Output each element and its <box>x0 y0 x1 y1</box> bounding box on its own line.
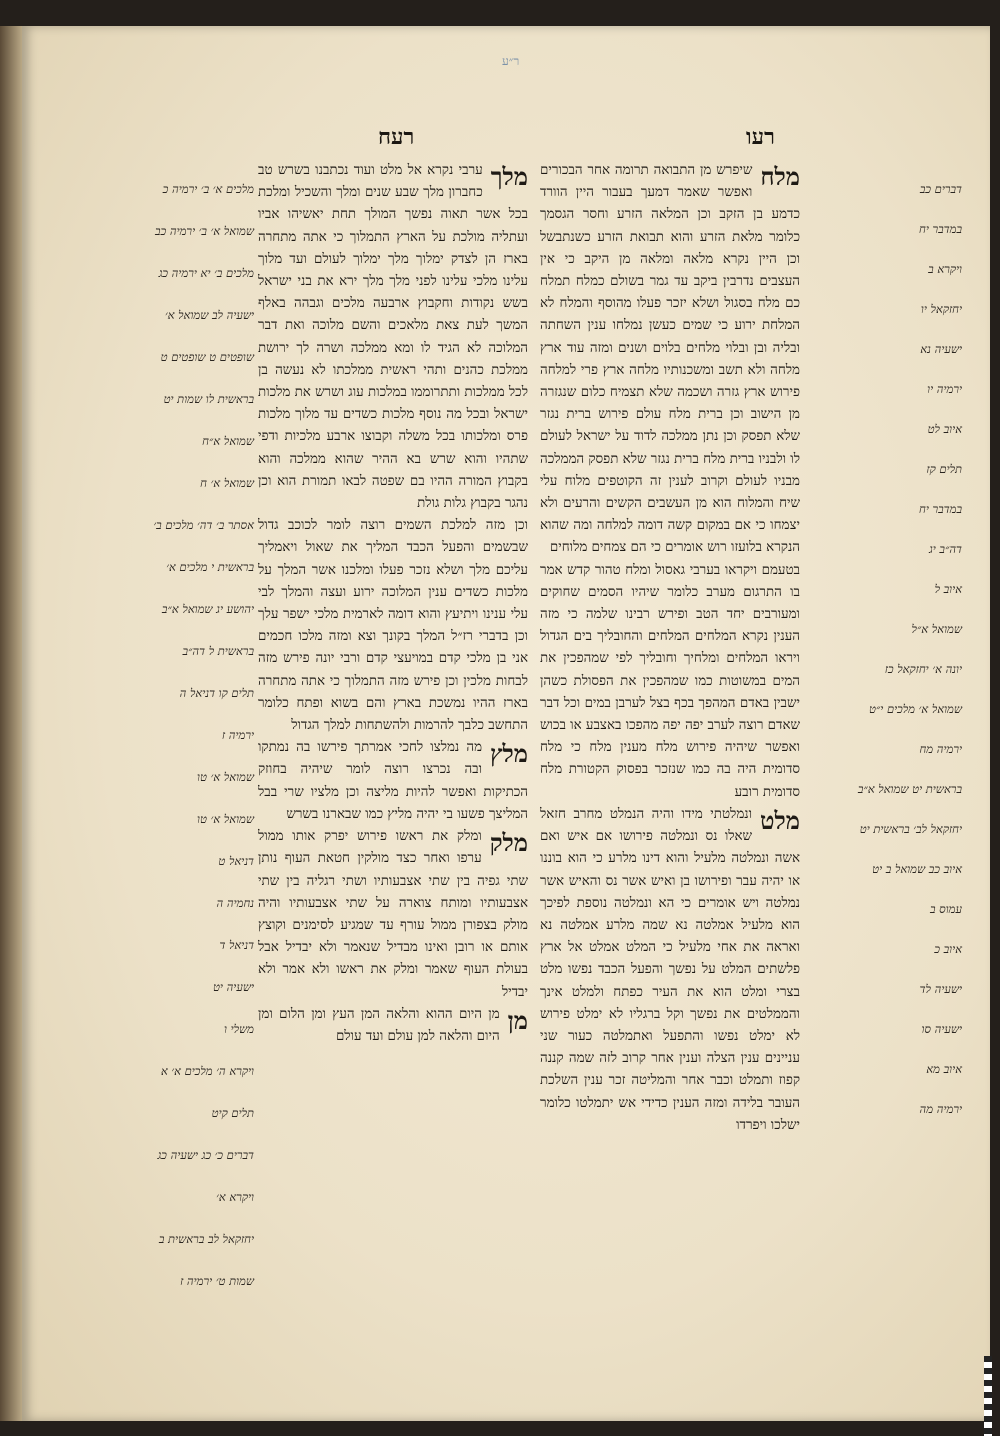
entry-text: בטעמם ויקראו בערבי גאסול ומלח טהור קדש אמר בו התרגום מערב כלומר שיהיו הסמים שחוקים ומעורבים יחד הטב ופירש רבינו שלמה כי מזה הענין נקרא המלחים המלחים והחובליך בים הגדול ויראו המלחים ומלחיך וחובליך לפי שמהפכין את המים במשוטות כמו שמהפכין את הפסולת כשהן ישבין באדם המהפך בכף בצל לערבן במים וכל דבר שאדם רוצה לערב יפה יפה מהפכו באצבע או בכוש ואפשר שיהיה פירוש מלח מענין מלח כי מלח סדומית היה בה כמו שנזכר בפסוק הקטורת מלח סדומית רובע <box>540 562 800 800</box>
margin-reference: עמוס ב <box>929 902 962 916</box>
margin-reference: בראשית לו שמות יט <box>163 392 254 406</box>
book-page <box>22 26 990 1421</box>
entry-text: שיפרש מן התבואה תרומה אחר הבכורים ואפשר שאמר דמעך בעבור היין הוורד כדמע בן הזקב וכן המלאה הזרע וחסר הגסמך כלומר מלאת הזרע והוא תבואת הזרע כשנתבשל וכן היין נקרא מלאה ומלאה מן היקב כי אין העצבים נדרבין ביקב עד גמר בשולם כמלח תמלח כם מלח בסגול ושלא יזכר פעלו מהוסף והמלח לא המלחת ירוע כי שמים כעשן נמלחו ענין השחתה ובליה ובן ובלוי מלחים בלוים ושנים ומזה עוד ארץ מלחה ולא תשב ומשכנותיו מלחה ארץ פרי למלחה פירוש ארץ גזרה ושכמה שלא תצמיח כלום שנגזרה מן הישוב וכן ברית מלח עולם פירוש ברית נגזר שלא תפסק וכן נתן ממלכה לדוד על ישראל לעולם לו ולבניו ברית מלח ברית נגזר שלא תפסק הממלכה מבניו לעולם וקרוב לענין זה הקוטפים מלוח עלי שיח והמלוח הוא מן העשבים הקשים והרעים ולא יצמחו כי אם במקום קשה דומה למלחה ומה שהוא הנקרא בלועזו רוש אומרים כי הם צמחים מלוחים <box>540 163 800 556</box>
right-text-column <box>540 160 800 1390</box>
margin-reference: ישעיה יט <box>212 980 254 994</box>
margin-reference: ירמיה יו <box>927 382 962 396</box>
entry-headword: מן <box>507 1005 528 1035</box>
margin-reference: במדבר יח <box>919 502 962 516</box>
right-margin-references <box>812 182 962 1182</box>
margin-reference: בראשית ל דה״ב <box>182 644 254 658</box>
margin-reference: ישעיה נא <box>920 342 962 356</box>
margin-reference: יחזקאל יו <box>920 302 962 316</box>
margin-reference: ישעיה לד <box>919 982 962 996</box>
entry-headword: מלח <box>760 162 800 191</box>
margin-reference: בראשית י מלכים א׳ <box>166 560 254 574</box>
margin-reference: ישעיה לב שמואל א׳ <box>164 308 254 322</box>
margin-reference: דניאל ד <box>219 938 254 952</box>
entry-headword: מלץ <box>490 739 528 769</box>
margin-reference: שמואל א״ח <box>202 434 254 448</box>
margin-reference: שמואל א׳ טו <box>197 812 254 826</box>
margin-reference: ירמיה מח <box>919 742 962 756</box>
entry-headword: מלך <box>490 162 528 191</box>
margin-reference: נחמיה ה <box>216 896 254 910</box>
margin-reference: דברים כ׳ כג ישעיה כג <box>157 1148 254 1162</box>
margin-reference: ויקרא א׳ <box>216 1190 254 1204</box>
entry-text: מן היום ההוא והלאה המן העץ ומן הלום ומן היום והלאה למן עולם ועד עולם <box>258 1006 500 1044</box>
margin-reference: ויקרא ב <box>928 262 962 276</box>
margin-reference: ירמיה מה <box>919 1102 962 1116</box>
margin-reference: איוב מא <box>926 1062 962 1076</box>
margin-reference: במדבר יח <box>919 222 962 236</box>
margin-reference: ירמיה ז <box>221 728 254 742</box>
margin-reference: תלים קיט <box>211 1106 254 1120</box>
color-scale-strip <box>984 1356 992 1436</box>
margin-reference: יחזקאל לב בראשית ב <box>158 1232 254 1246</box>
margin-reference: דה״ב יג <box>928 542 962 556</box>
margin-reference: דברים כב <box>919 182 962 196</box>
binding-gutter <box>0 26 22 1421</box>
margin-reference: איוב ל <box>934 582 962 596</box>
running-head-left: רעח <box>378 124 415 150</box>
margin-reference: תלים קז <box>926 462 962 476</box>
entry-text: ונמלטתי מידו והיה הנמלט מחרב חזאל שאלו נס ונמלטה פירושו אם איש ואם אשה ונמלטה מלעיל והוא דינו מלרע כי הוא בוננו או יהיה עבר ופירושו בן ואיש אשר נס והאיש אשר נמלטה ויש אומרים כי הא ונמלטה נוספת לפיכך הוא מלעיל אמלטה נא שמה מלרע אמלטה נא ואראה את אחי מלעיל כי המלט אמלט אל ארץ פלשתים המלט על נפשך והפעל הכבד נפשו מלט בצרי ומלט הוא את העיר כפתח ולמלט אינך והממלטים את נפשך וקל ברגליו לא ימלט פירוש לא ימלט נפשו והתפעל ואתמלטה כעור שני עניינים ענין הצלה וענין אחר קרוב לזה שמה קננה קפוז ותמלט וכבר אחר והמליטה זכר ענין השלכת העובר בלידה ומזה הענין כדידי אש יתמלטו כלומר ישלכו ויפרדו <box>540 806 800 1133</box>
margin-reference: שופטים ט שופטים ט <box>160 350 254 364</box>
margin-reference: איוב כ <box>934 942 962 956</box>
left-text-column <box>258 160 528 1390</box>
left-margin-references <box>114 182 254 1342</box>
margin-reference: איוב כב שמואל ב יט <box>872 862 962 876</box>
margin-reference: ויקרא ה׳ מלכים א׳ א <box>160 1064 254 1078</box>
dictionary-entry <box>258 1004 528 1048</box>
margin-reference: מלכים ב׳ יא ירמיה כג <box>158 266 254 280</box>
margin-reference: שמות ט׳ ירמיה ז <box>180 1274 254 1288</box>
pencil-note: ר״ע <box>502 54 520 68</box>
margin-reference: משלי ו <box>224 1022 254 1036</box>
dictionary-entry <box>258 826 528 1004</box>
entry-text: וכן מזה למלכת השמים רוצה לומר לכוכב גדול שבשמים והפעל הכבד המליך את שאול ויאמליך עליכם מלך ושלא נזכר פעלו ומלכנו אשר המלך על מלכות כשדים ענין המלוכה ירוע ועצה והמלך לבי עלי ענינו ויתיעץ והוא דומה לארמית מלכי ישפר עלך וכן בדברי רז״ל המלך בקונך וצא ומזה מלכו חכמים אני בן מלכי קדם במויעצי קדם ורבי יונה פירש מזה לבחות מלכין וכן פירש מזה התמלוך כי אתה מתחרה בארז ההיו נמשכת בארץ והם בשוא ופתח כלומר התחשב כלבך להרמות ולהשתחות למלך הגדול <box>258 518 528 734</box>
entry-text: ומלק את ראשו פירוש יפרק אותו ממול ערפו ואחר כצד מולקין חטאת העוף נותן שתי גפיה בין שתי אצבעותיו ושתי רגליה בין שתי אצבעותיו ומותח צוארה על שתי אצבעותיו והיה מולק בצפורן ממול עורף עד שמגיע לסימנים וקוצץ אותם או רובן ואינו מבדיל שנאמר ולא יבדיל אבל בעולת העוף שאמר ומלק את ראשו ולא אמר ולא יבדיל <box>258 829 528 1000</box>
entry-text: מה נמלצו לחכי אמרתך פירשו בה נמתקו ובה נכרצו רוצה לומר שיהיה בחוזק הכתיקות ואפשר להיות מליצה וכן מלציו שרי בבל המליצך פשעו בי יהיה מליץ כמו שבארנו בשרש <box>258 740 528 822</box>
margin-reference: יונה א׳ יחזקאל כז <box>884 662 962 676</box>
dictionary-entry <box>540 804 800 1137</box>
margin-reference: יהושע יג שמואל א״ב <box>161 602 254 616</box>
dictionary-entry <box>258 515 528 737</box>
dictionary-entry <box>540 160 800 560</box>
margin-reference: איוב לט <box>927 422 962 436</box>
margin-reference: שמואל א׳ טו <box>197 770 254 784</box>
margin-reference: שמואל א׳ ח <box>200 476 254 490</box>
entry-headword: מלק <box>489 828 528 858</box>
entry-headword: מלט <box>760 805 800 835</box>
dictionary-entry <box>258 737 528 826</box>
margin-reference: שמואל א״ל <box>911 622 962 636</box>
running-head-right: רעו <box>746 124 775 150</box>
margin-reference: אסתר ב׳ דה׳ מלכים ב׳ <box>153 518 254 532</box>
dictionary-entry <box>258 160 528 515</box>
margin-reference: תלים קו דניאל ה <box>179 686 254 700</box>
margin-reference: בראשית יט שמואל א״ב <box>857 782 962 796</box>
margin-reference: ישעיה סו <box>921 1022 962 1036</box>
entry-text: ערבי נקרא אל מלט ועוד נכתבנו בשרש טב כחברון מלך שבע שנים ומלך והשכיל ומלכת בכל אשר תאוה נפשך המולך תחת יאשיהו אביו ועתליה מולכת על הארץ התמלוך כי אתה מתחרה בארז הן לצדק ימלוך מלך ימלוך לעולם ועד מלוך עלינו מלכי עלינו לפני מלך מלך ירא את בני ישראל בשש נקודות וחקבוץ ארבעה מלכים וגבהה באלף המשך לעת צאת מלאכים והשם מלוכה ואת דבר המלוכה לא הגיד לו ומא ממלכה ושרה לך ירושת ממלכת כהנים ותהי ראשית ממלכתו לא נעשה בן לכל ממלכות ותתרוממו במלכות עוג ושרש את מלכות ישראל ובכל מה נוסף מלכות כשדים עד מלוך מלכות פרס ומלכותו בכל משלה וקבוצו ארבע מלכיות ודפי שתהיו והוא שרש בא ההיר שהוא ממלכה והוא בקבוץ המורה ההיו בם שפטה לבאו תמורת הוא וכן נהגר בקבוץ גלות גולת <box>258 163 528 512</box>
margin-reference: מלכים א׳ ב׳ ירמיה כ <box>162 182 254 196</box>
dictionary-entry <box>540 560 800 804</box>
margin-reference: דניאל ט <box>218 854 254 868</box>
margin-reference: שמואל א׳ ב׳ ירמיה כב <box>155 224 254 238</box>
margin-reference: יחזקאל לב׳ בראשית יט <box>859 822 962 836</box>
margin-reference: שמואל א׳ מלכים י״ט <box>868 702 962 716</box>
